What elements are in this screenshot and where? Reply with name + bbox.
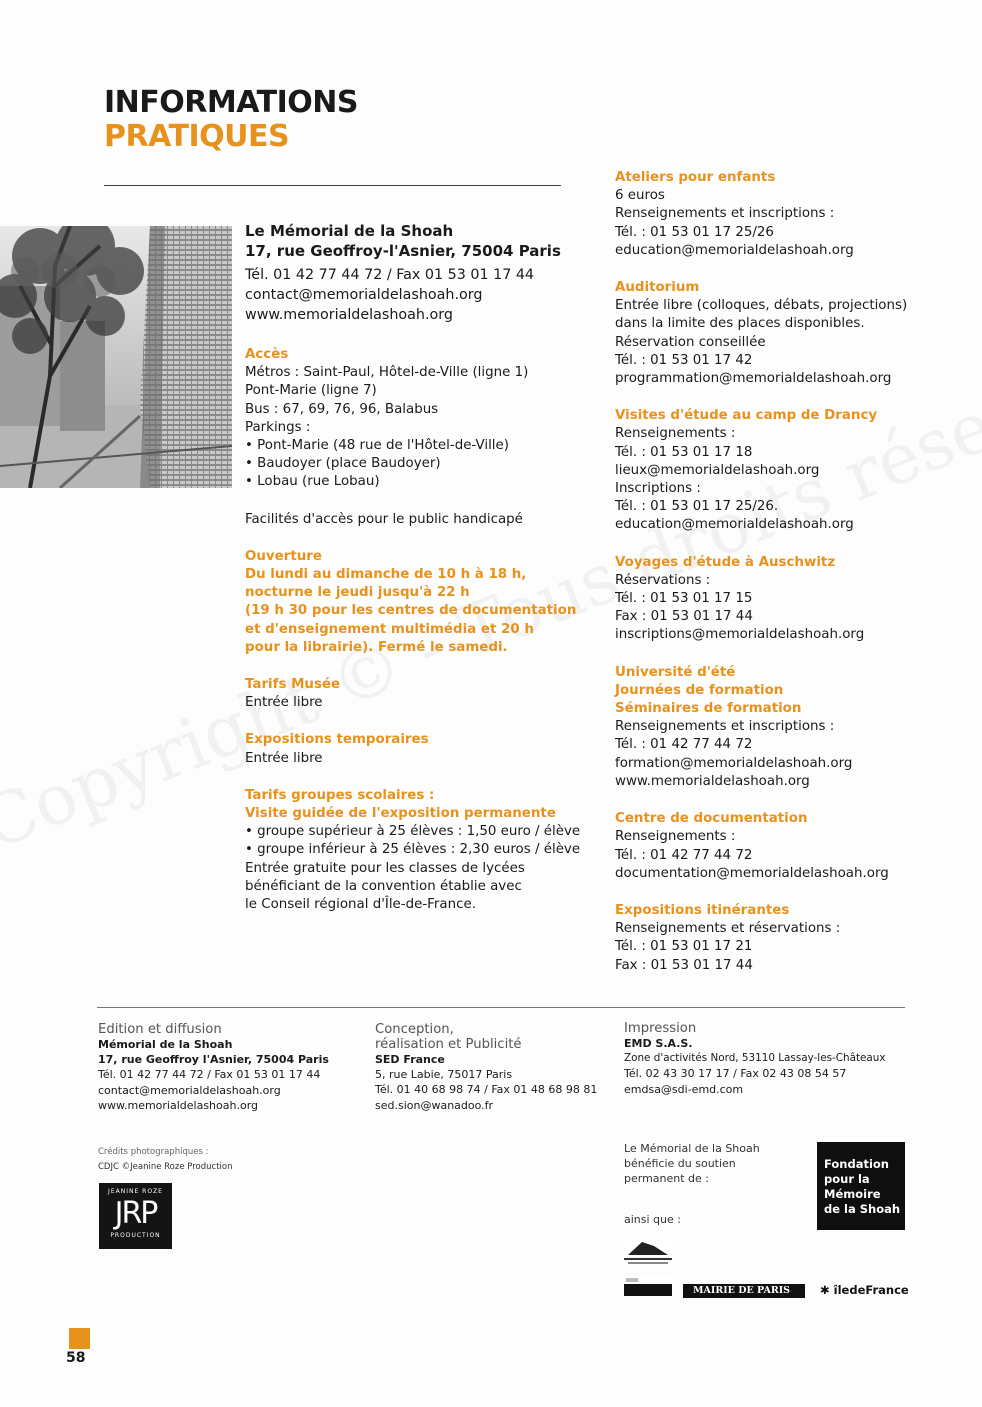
acces-line: • Pont-Marie (48 rue de l'Hôtel-de-Ville) [245, 438, 509, 454]
fondation-line: Fondation [824, 1157, 889, 1171]
drancy-email[interactable]: education@memorialdelashoah.org [615, 517, 854, 533]
mairie-de-paris-text: MAIRIE DE PARIS [693, 1285, 791, 1296]
tarifs-groupes-line: • groupe supérieur à 25 élèves : 1,50 euro / élève [245, 824, 581, 840]
auschwitz-line: Tél. : 01 53 01 17 15 [615, 591, 753, 607]
ouverture-line: nocturne le jeudi jusqu'à 22 h [245, 585, 470, 601]
expos-temp-heading: Expositions temporaires [245, 732, 429, 748]
mairie-de-paris-logo [683, 1284, 805, 1298]
universite-heading: Université d'été [615, 664, 736, 680]
auschwitz-line: Fax : 01 53 01 17 44 [615, 609, 753, 625]
address-email[interactable]: contact@memorialdelashoah.org [245, 287, 483, 303]
credits-value: CDJC ©Jeanine Roze Production [98, 1162, 233, 1172]
footer-divider [97, 1007, 905, 1008]
auditorium-heading: Auditorium [615, 280, 700, 296]
impression-email[interactable]: emdsa@sdi-emd.com [624, 1082, 744, 1096]
acces-heading: Accès [245, 347, 289, 362]
edition-heading: Edition et diffusion [98, 1022, 222, 1037]
centre-doc-line: Renseignements : [615, 829, 736, 845]
memorial-photo [0, 226, 232, 488]
drancy-line: Tél. : 01 53 01 17 25/26. [615, 499, 779, 515]
republique-francaise-logo [624, 1238, 672, 1266]
ile-de-france-logo [820, 1283, 909, 1297]
tarifs-groupes-line: le Conseil régional d'Île-de-France. [245, 897, 476, 913]
itinerantes-line: Tél. : 01 53 01 17 21 [615, 939, 753, 955]
soutien-line: permanent de : [624, 1172, 710, 1186]
ouverture-line: et d'enseignement multimédia et 20 h [245, 621, 534, 637]
conception-line: 5, rue Labie, 75017 Paris [375, 1068, 513, 1082]
jrp-bottom-text: PRODUCTION [110, 1232, 161, 1239]
fondation-line: pour la [824, 1172, 870, 1186]
soutien-line: Le Mémorial de la Shoah [624, 1142, 760, 1155]
fondation-line: Mémoire [824, 1187, 881, 1201]
soutien-line: bénéficie du soutien [624, 1157, 736, 1171]
tarifs-groupes-line: Entrée gratuite pour les classes de lycées [245, 860, 525, 876]
impression-heading: Impression [624, 1021, 697, 1036]
edition-web[interactable]: www.memorialdelashoah.org [98, 1098, 259, 1112]
footer-impression [624, 1021, 886, 1097]
culture-communication-logo [624, 1276, 672, 1298]
ateliers-line: 6 euros [615, 188, 665, 204]
auditorium-line: dans la limite des places disponibles. [615, 316, 865, 332]
page-marker [69, 1328, 90, 1349]
drancy-line: Tél. : 01 53 01 17 18 [615, 444, 753, 460]
centre-doc-email[interactable]: documentation@memorialdelashoah.org [615, 865, 889, 881]
address-name: Le Mémorial de la Shoah [245, 222, 454, 240]
conception-line: Tél. 01 40 68 98 74 / Fax 01 48 68 98 81 [375, 1083, 598, 1097]
address-web[interactable]: www.memorialdelashoah.org [245, 307, 453, 323]
itinerantes-line: Fax : 01 53 01 17 44 [615, 957, 753, 973]
auditorium-line: Entrée libre (colloques, débats, projections) [615, 298, 908, 314]
tarifs-groupes-line: bénéficiant de la convention établie avec [245, 878, 522, 894]
universite-line: Tél. : 01 42 77 44 72 [615, 737, 753, 753]
ouverture-line: pour la librairie). Fermé le samedi. [245, 639, 508, 655]
acces-line: Métros : Saint-Paul, Hôtel-de-Ville (ligne 1) [245, 365, 529, 381]
drancy-email[interactable]: lieux@memorialdelashoah.org [615, 462, 820, 478]
address-block [245, 222, 561, 325]
page-number: 58 [66, 1350, 86, 1366]
soutien-block [624, 1141, 760, 1187]
auditorium-line: Tél. : 01 53 01 17 42 [615, 352, 753, 368]
universite-web[interactable]: www.memorialdelashoah.org [615, 773, 810, 789]
fondation-line: de la Shoah [824, 1202, 901, 1216]
tarifs-groupes-subheading: Visite guidée de l'exposition permanente [245, 806, 556, 822]
tarifs-musee-heading: Tarifs Musée [245, 677, 341, 693]
ateliers-email[interactable]: education@memorialdelashoah.org [615, 242, 854, 258]
centre-doc-line: Tél. : 01 42 77 44 72 [615, 847, 753, 863]
tarifs-groupes-heading: Tarifs groupes scolaires : [245, 787, 435, 803]
seminaires-heading: Séminaires de formation [615, 701, 802, 717]
ateliers-line: Tél. : 01 53 01 17 25/26 [615, 224, 774, 240]
tarifs-musee-text: Entrée libre [245, 695, 323, 711]
jrp-logo [99, 1183, 172, 1249]
acces-line: • Baudoyer (place Baudoyer) [245, 456, 441, 472]
edition-email[interactable]: contact@memorialdelashoah.org [98, 1083, 281, 1097]
acces-line: Pont-Marie (ligne 7) [245, 383, 377, 399]
acces-line: Parkings : [245, 419, 311, 435]
formation-heading: Journées de formation [615, 682, 784, 698]
address-street: 17, rue Geoffroy-l'Asnier, 75004 Paris [245, 241, 561, 260]
impression-line: Tél. 02 43 30 17 17 / Fax 02 43 08 54 57 [624, 1067, 847, 1081]
ouverture-line: Du lundi au dimanche de 10 h à 18 h, [245, 567, 527, 583]
edition-address: 17, rue Geoffroy l'Asnier, 75004 Paris [98, 1053, 329, 1067]
expos-temp-text: Entrée libre [245, 750, 323, 766]
jrp-top-text: JEANINE ROZE [108, 1188, 163, 1195]
conception-company: SED France [375, 1053, 445, 1066]
impression-company: EMD S.A.S. [624, 1037, 693, 1050]
acces-line: Bus : 67, 69, 76, 96, Balabus [245, 401, 439, 417]
ile-de-france-text: îledeFrance [833, 1283, 909, 1297]
drancy-heading: Visites d'étude au camp de Drancy [615, 408, 878, 424]
impression-line: Zone d'activités Nord, 53110 Lassay-les-Châteaux [624, 1052, 886, 1065]
star-icon: ✱ [820, 1283, 830, 1297]
ateliers-line: Renseignements et inscriptions : [615, 206, 835, 222]
page-title-line2: PRATIQUES [104, 119, 290, 154]
itinerantes-line: Renseignements et réservations : [615, 921, 841, 937]
page-title-line1: INFORMATIONS [104, 85, 358, 120]
address-phone: Tél. 01 42 77 44 72 / Fax 01 53 01 17 44 [245, 267, 535, 283]
auditorium-line: Réservation conseillée [615, 334, 766, 350]
conception-subheading: réalisation et Publicité [375, 1037, 522, 1052]
footer-conception [375, 1022, 597, 1113]
auditorium-email[interactable]: programmation@memorialdelashoah.org [615, 371, 892, 387]
drancy-line: Renseignements : [615, 426, 736, 442]
auschwitz-email[interactable]: inscriptions@memorialdelashoah.org [615, 627, 865, 643]
credits-label: Crédits photographiques : [98, 1147, 209, 1157]
universite-line: Renseignements et inscriptions : [615, 719, 835, 735]
tarifs-groupes-line: • groupe inférieur à 25 élèves : 2,30 euros / élève [245, 842, 581, 858]
acces-line: • Lobau (rue Lobau) [245, 474, 380, 490]
ouverture-heading: Ouverture [245, 548, 322, 564]
auschwitz-line: Réservations : [615, 572, 711, 588]
edition-line: Tél. 01 42 77 44 72 / Fax 01 53 01 17 44 [98, 1068, 321, 1082]
left-column [245, 346, 580, 914]
conception-email[interactable]: sed.sion@wanadoo.fr [375, 1098, 494, 1112]
universite-email[interactable]: formation@memorialdelashoah.org [615, 755, 853, 771]
centre-doc-heading: Centre de documentation [615, 811, 808, 827]
title-divider [104, 185, 561, 186]
right-column [615, 169, 907, 975]
footer-edition [98, 1022, 329, 1113]
handicap-note: Facilités d'accès pour le public handicapé [245, 511, 523, 527]
drancy-line: Inscriptions : [615, 481, 701, 497]
ainsi-que-label: ainsi que : [624, 1213, 681, 1226]
jrp-mark: JRP [114, 1196, 157, 1231]
ouverture-line: (19 h 30 pour les centres de documentation [245, 603, 577, 619]
itinerantes-heading: Expositions itinérantes [615, 902, 790, 918]
ateliers-heading: Ateliers pour enfants [615, 170, 776, 185]
auschwitz-heading: Voyages d'étude à Auschwitz [615, 554, 836, 570]
edition-name: Mémorial de la Shoah [98, 1038, 233, 1051]
fondation-logo [817, 1142, 905, 1230]
conception-heading: Conception, [375, 1022, 454, 1037]
